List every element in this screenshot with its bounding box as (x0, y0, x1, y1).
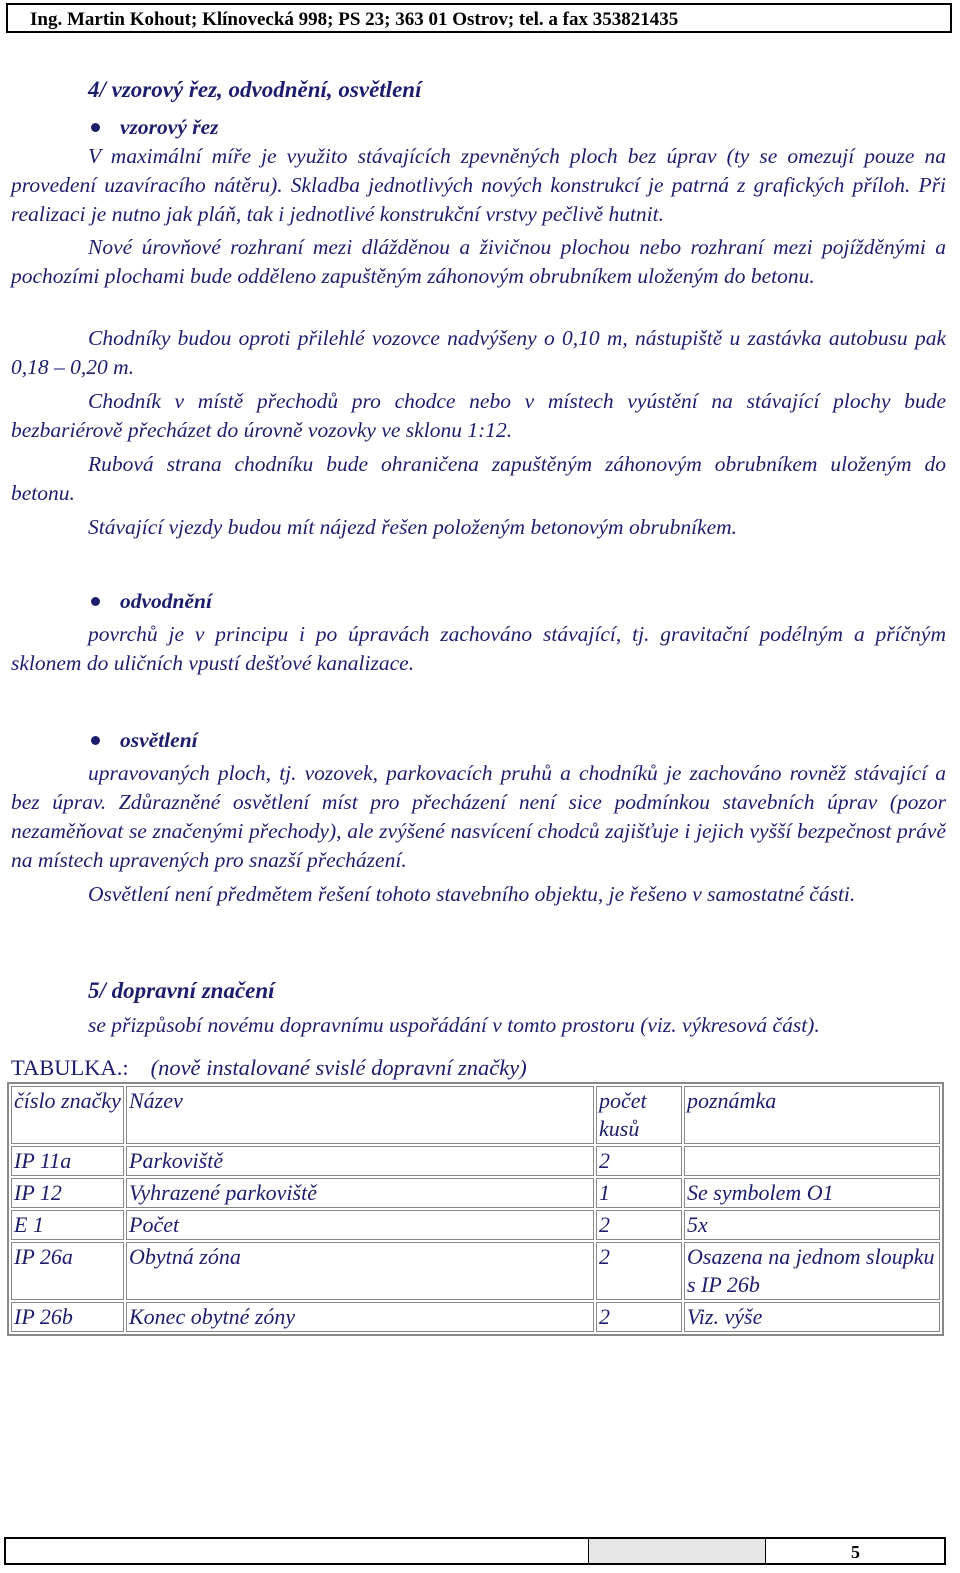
table-cell: IP 12 (11, 1178, 124, 1208)
bullet-osvetleni (88, 725, 946, 755)
table-row (11, 1146, 940, 1176)
table-cell: Konec obytné zóny (126, 1302, 594, 1332)
bullet-vzorovy-rez (88, 112, 946, 142)
bullet-title: osvětlení (120, 728, 198, 752)
table-cell: Se symbolem O1 (684, 1178, 940, 1208)
bullet-title: vzorový řez (120, 115, 219, 139)
page-number: 5 (851, 1542, 860, 1562)
table-cell (684, 1146, 940, 1176)
table-cell: E 1 (11, 1210, 124, 1240)
bullet-icon (91, 597, 100, 606)
paragraph: povrchů je v principu i po úpravách zachováno stávající, tj. gravitační podélným a příčným sklonem do uličních vpustí dešťové kanalizace. (11, 622, 946, 675)
table-cell: IP 26b (11, 1302, 124, 1332)
table-cell: Viz. výše (684, 1302, 940, 1332)
paragraph: Osvětlení není předmětem řešení tohoto stavebního objektu, je řešeno v samostatné části. (88, 882, 856, 906)
section-4-heading: 4/ vzorový řez, odvodnění, osvětlení (88, 77, 422, 102)
table-cell: 2 (596, 1146, 682, 1176)
table-header-row (11, 1086, 940, 1144)
table-row (11, 1242, 940, 1300)
paragraph: Chodníky budou oproti přilehlé vozovce nadvýšeny o 0,10 m, nástupiště u zastávka autobusu pak 0,18 – 0,20 m. (11, 326, 946, 379)
paragraph: Rubová strana chodníku bude ohraničena zapuštěným záhonovým obrubníkem uloženým do betonu. (11, 452, 946, 505)
table-cell: 2 (596, 1210, 682, 1240)
paragraph: Chodník v místě přechodů pro chodce nebo v místech vyústění na stávající plochy bude bezbariérově přecházet do úrovně vozovky ve sklonu 1:12. (11, 389, 946, 442)
footer-cell (6, 1539, 589, 1563)
document-body (11, 74, 946, 1336)
table-cell: IP 26a (11, 1242, 124, 1300)
table-caption-label: TABULKA.: (11, 1055, 129, 1080)
paragraph: upravovaných ploch, tj. vozovek, parkovacích pruhů a chodníků je zachováno rovněž stávající a bez úprav. Zdůrazněné osvětlení míst pro přecházení není sice podmínkou stavebních úprav (pozor nezaměňovat se značenými přechody), ale zvýšené nasvícení chodců zajišťuje i jejich vyšší bezpečnost právě na místech upravených pro snazší přecházení. (11, 761, 946, 872)
page-footer (4, 1537, 946, 1565)
header-cell: poznámka (684, 1086, 940, 1144)
header-cell: Název (126, 1086, 594, 1144)
table-cell: Obytná zóna (126, 1242, 594, 1300)
footer-cell (589, 1539, 766, 1563)
table-caption-text: (nově instalované svislé dopravní značky) (150, 1055, 527, 1080)
traffic-signs-table (7, 1082, 944, 1336)
table-row (11, 1178, 940, 1208)
header-cell: číslo značky (11, 1086, 124, 1144)
table-cell: 1 (596, 1178, 682, 1208)
paragraph: V maximální míře je využito stávajících zpevněných ploch bez úprav (ty se omezují pouze na provedení uzavíracího nátěru). Skladba jednotlivých nových konstrukcí je patrná z grafických příloh. Při realizaci je nutno jak pláň, tak i jednotlivé konstrukční vrstvy pečlivě hutnit. (11, 144, 946, 226)
table-cell: IP 11a (11, 1146, 124, 1176)
table-cell: 2 (596, 1242, 682, 1300)
bullet-odvodneni (88, 586, 946, 616)
bullet-title: odvodnění (120, 589, 212, 613)
table-cell: 2 (596, 1302, 682, 1332)
table-cell: Osazena na jednom sloupku s IP 26b (684, 1242, 940, 1300)
header-cell: počet kusů (596, 1086, 682, 1144)
table-row (11, 1210, 940, 1240)
paragraph: se přizpůsobí novému dopravnímu uspořádání v tomto prostoru (viz. výkresová část). (88, 1013, 820, 1037)
table-caption (11, 1054, 946, 1082)
bullet-icon (91, 736, 100, 745)
paragraph: Nové úrovňové rozhraní mezi dlážděnou a živičnou plochou nebo rozhraní mezi pojížděnými a pochozími plochami bude odděleno zapuštěným záhonovým obrubníkem uloženým do betonu. (11, 235, 946, 288)
table-cell: Vyhrazené parkoviště (126, 1178, 594, 1208)
table-cell: 5x (684, 1210, 940, 1240)
page-header: Ing. Martin Kohout; Klínovecká 998; PS 23; 363 01 Ostrov; tel. a fax 353821435 (6, 3, 952, 33)
section-5-heading: 5/ dopravní značení (88, 978, 275, 1003)
table-cell: Počet (126, 1210, 594, 1240)
bullet-icon (91, 123, 100, 132)
table-row (11, 1302, 940, 1332)
table-cell: Parkoviště (126, 1146, 594, 1176)
paragraph: Stávající vjezdy budou mít nájezd řešen položeným betonovým obrubníkem. (88, 515, 738, 539)
